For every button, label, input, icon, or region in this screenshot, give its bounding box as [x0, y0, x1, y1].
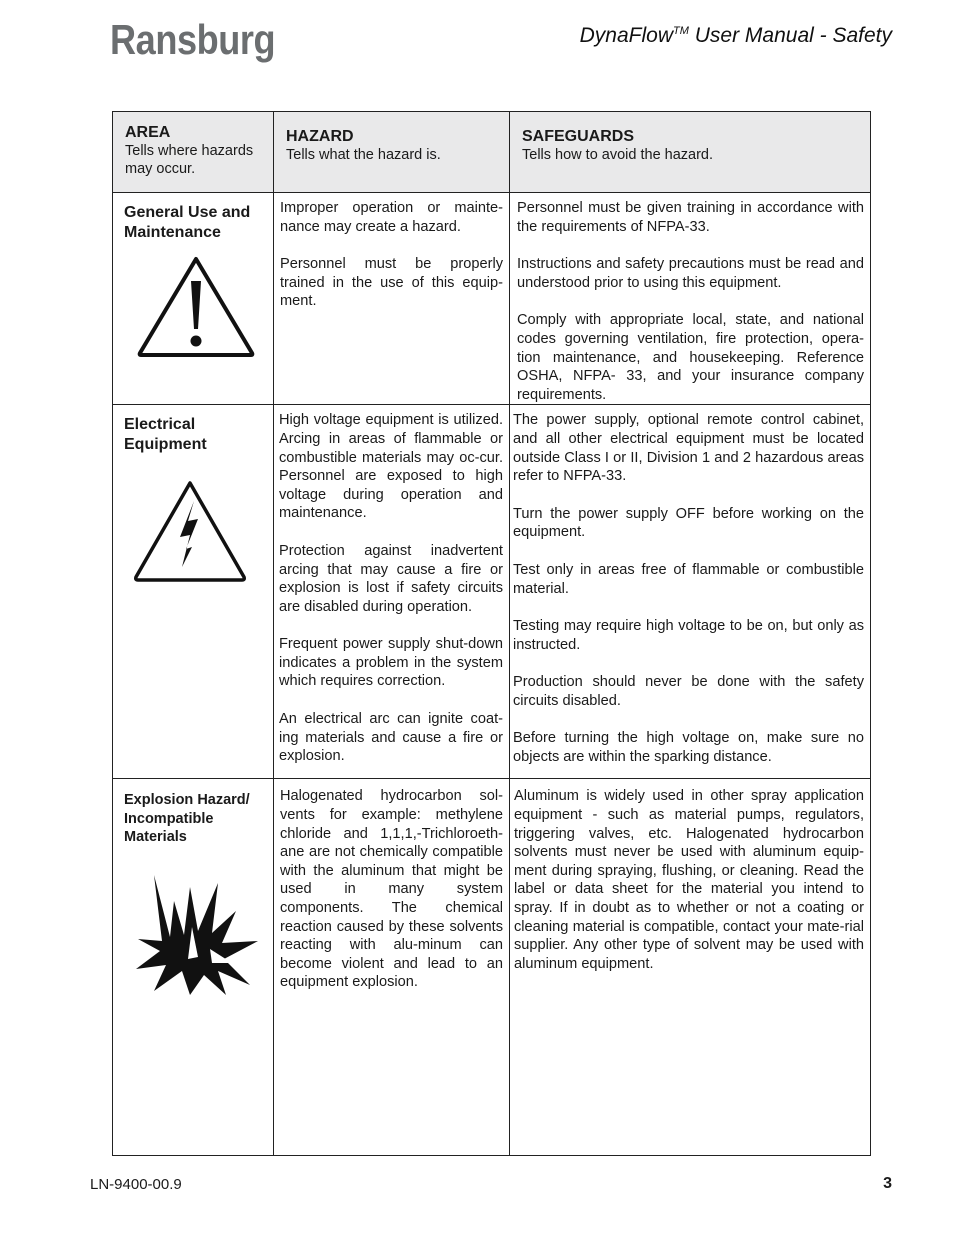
page-number: 3 — [883, 1175, 892, 1192]
safeguard-paragraph: The power supply, optional remote control cabinet, and all other electrical equipment must be located outside Class I or II, Division 1 and 2 hazardous areas refer to NFPA-33. — [513, 412, 864, 485]
safeguard-paragraph: Turn the power supply OFF before working on the equipment. — [513, 505, 864, 541]
safeguards-cell — [510, 405, 871, 779]
header-safeguards — [510, 112, 871, 193]
header-hazard — [274, 112, 510, 193]
explosion-icon — [132, 867, 262, 997]
table-row — [113, 779, 871, 1156]
area-title: General Use and Maintenance — [124, 204, 251, 241]
safeguard-paragraph: Personnel must be given training in accordance with the requirements of NFPA-33. — [517, 200, 864, 235]
safety-table — [112, 111, 871, 1156]
trademark-mark: TM — [673, 25, 689, 37]
hazard-paragraph: High voltage equipment is utilized. Arcing in areas of flammable or combustible materials may oc-cur. Personnel are exposed to high voltage during operation and maintenance. — [279, 412, 503, 522]
safeguard-paragraph: Test only in areas free of flammable or combustible material. — [513, 561, 864, 597]
hazard-paragraph: Personnel must be properly trained in the use of this equip-ment. — [280, 256, 503, 310]
header-area — [113, 112, 274, 193]
safeguard-paragraph: Comply with appropriate local, state, and national codes governing ventilation, fire protection, opera-tion maintenance, and housekeeping. Reference OSHA, NFPA- 33, and your insurance company requirements. — [517, 312, 864, 403]
safeguard-paragraph: Production should never be done with the safety circuits disabled. — [513, 674, 864, 709]
high-voltage-icon — [132, 479, 248, 585]
document-number: LN-9400-00.9 — [90, 1176, 182, 1193]
hazard-paragraph: Halogenated hydrocarbon sol-vents for example: methylene chloride and 1,1,1,-Trichloroeth-ane are not chemically compatible with the aluminum that might be used in many system components. The chemical reaction caused by these solvents reacting with alu-minum can become violent and lead to an equipment explosion. — [280, 788, 503, 991]
header-safeguards-title: SAFEGUARDS — [522, 128, 635, 145]
title-product: DynaFlow — [579, 24, 674, 47]
table-row — [113, 405, 871, 779]
area-cell-electrical — [113, 405, 274, 779]
safeguard-paragraph: Instructions and safety precautions must be read and understood prior to using this equipment. — [517, 256, 864, 291]
hazard-paragraph: Frequent power supply shut-down indicates a problem in the system which requires correction. — [279, 636, 503, 690]
header-safeguards-desc: Tells how to avoid the hazard. — [522, 147, 714, 163]
hazard-paragraph: Improper operation or mainte-nance may create a hazard. — [280, 200, 503, 235]
area-title: Electrical Equipment — [124, 416, 207, 454]
safeguard-paragraph: Testing may require high voltage to be on, but only as instructed. — [513, 618, 864, 653]
hazard-cell — [274, 779, 510, 1156]
safeguard-paragraph: Aluminum is widely used in other spray application equipment - such as material pumps, regulators, triggering valves, etc. Halogenated hydrocarbon solvents must never be used with aluminum equip-ment during spraying, flushing, or cleaning. Read the label or data sheet for the material you intend to spray. If in doubt as to whether or not a coating or cleaning material is compatible, contact your mate-rial supplier. Any other type of solvent may be used with aluminum equipment. — [514, 788, 864, 972]
header-area-title: AREA — [125, 124, 171, 141]
header-hazard-title: HAZARD — [286, 128, 354, 145]
header-hazard-desc: Tells what the hazard is. — [286, 147, 441, 163]
hazard-paragraph: Protection against inadvertent arcing that may cause a fire or explosion is lost if safety circuits are disabled during operation. — [279, 542, 503, 615]
title-rest: User Manual - Safety — [688, 24, 892, 47]
area-title: Explosion Hazard/ Incompatible Materials — [124, 792, 250, 846]
safeguards-cell — [510, 193, 871, 405]
warning-exclamation-icon — [136, 255, 256, 359]
table-header-row — [113, 112, 871, 193]
safeguards-cell — [510, 779, 871, 1156]
ransburg-logo: Ransburg — [110, 16, 276, 63]
table-row — [113, 193, 871, 405]
hazard-cell — [274, 193, 510, 405]
area-cell-general-use — [113, 193, 274, 405]
header-area-desc: Tells where hazards may occur. — [125, 143, 254, 177]
safeguard-paragraph: Before turning the high voltage on, make sure no objects are within the sparking distance. — [513, 730, 864, 766]
hazard-cell — [274, 405, 510, 779]
document-title — [580, 24, 892, 48]
area-cell-explosion — [113, 779, 274, 1156]
hazard-paragraph: An electrical arc can ignite coat-ing materials and cause a fire or explosion. — [279, 711, 503, 765]
